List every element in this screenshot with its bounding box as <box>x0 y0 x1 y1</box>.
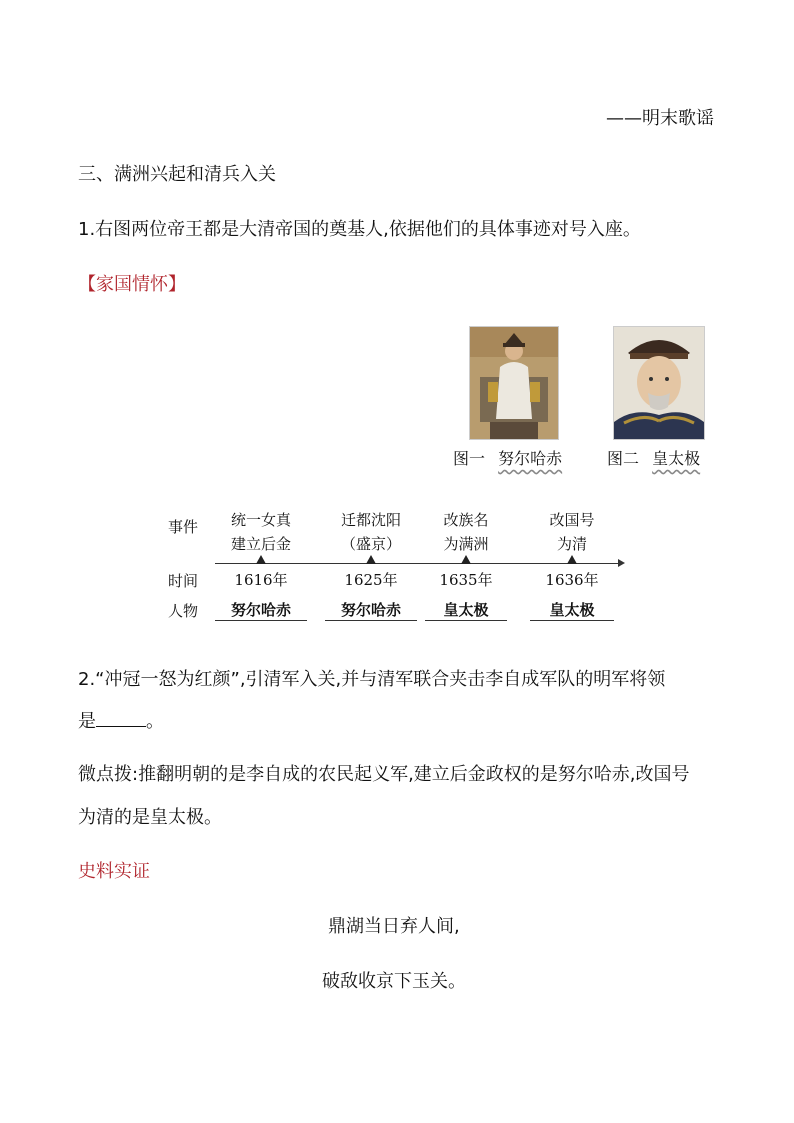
poem-attribution: ——明末歌谣 <box>606 108 714 129</box>
timeline-person-underline-2 <box>325 620 417 621</box>
answer-blank[interactable] <box>96 708 146 727</box>
timeline-event-1 <box>215 508 307 556</box>
question-2-suffix: 。 <box>146 711 164 732</box>
event-1-line1: 统一女真 <box>230 511 291 529</box>
question-2-line-1: 2.“冲冠一怒为红颜”,引清军入关,并与清军联合夹击李自成军队的明军将领 <box>78 669 666 690</box>
timeline-person-1: 努尔哈赤 <box>230 601 291 619</box>
timeline-tick-1 <box>256 555 266 564</box>
event-3-line1: 改族名 <box>443 511 489 529</box>
timeline-person-2: 努尔哈赤 <box>340 601 401 619</box>
timeline-person-underline-3 <box>425 620 507 621</box>
event-4-line1: 改国号 <box>549 511 595 529</box>
figure-2-name: 皇太极 <box>652 449 701 468</box>
timeline-event-3 <box>425 508 507 556</box>
timeline-event-4 <box>530 508 614 556</box>
question-2-line-2 <box>78 707 164 733</box>
timeline-label-time: 时间 <box>168 572 199 590</box>
timeline-label-event: 事件 <box>168 518 199 536</box>
timeline-person-4: 皇太极 <box>549 601 595 619</box>
event-2-line1: 迁都沈阳 <box>340 511 401 529</box>
timeline-tick-2 <box>366 555 376 564</box>
timeline-year-2: 1625年 <box>344 571 398 589</box>
event-2-line2: （盛京） <box>340 535 401 553</box>
event-3-line2: 为满洲 <box>443 535 489 553</box>
question-2-prefix: 是 <box>78 711 96 732</box>
timeline-person-underline-4 <box>530 620 614 621</box>
family-nation-tag: 【家国情怀】 <box>78 274 186 295</box>
timeline-year-1: 1616年 <box>234 571 288 589</box>
tip-line-2: 为清的是皇太极。 <box>78 807 222 828</box>
evidence-heading: 史料实证 <box>78 861 150 882</box>
timeline-year-3: 1635年 <box>439 571 493 589</box>
timeline-person-underline-1 <box>215 620 307 621</box>
question-1: 1.右图两位帝王都是大清帝国的奠基人,依据他们的具体事迹对号入座。 <box>78 219 641 240</box>
tip-line-1: 微点拨:推翻明朝的是李自成的农民起义军,建立后金政权的是努尔哈赤,改国号 <box>78 764 690 785</box>
section-heading: 三、满洲兴起和清兵入关 <box>78 164 276 185</box>
timeline-event-2 <box>325 508 417 556</box>
poem-line-1: 鼎湖当日弃人间, <box>328 916 460 937</box>
timeline-tick-4 <box>567 555 577 564</box>
figure-1-label: 图一 <box>453 449 486 468</box>
timeline-axis <box>215 563 619 564</box>
poem-line-2: 破敌收京下玉关。 <box>322 971 466 992</box>
event-1-line2: 建立后金 <box>230 535 291 553</box>
timeline-year-4: 1636年 <box>545 571 599 589</box>
timeline-person-3: 皇太极 <box>443 601 489 619</box>
timeline-arrowhead <box>618 559 625 567</box>
timeline-label-person: 人物 <box>168 602 199 620</box>
timeline-tick-3 <box>461 555 471 564</box>
figure-1-name: 努尔哈赤 <box>498 449 563 468</box>
event-4-line2: 为清 <box>556 535 587 553</box>
figure-2-label: 图二 <box>607 449 640 468</box>
